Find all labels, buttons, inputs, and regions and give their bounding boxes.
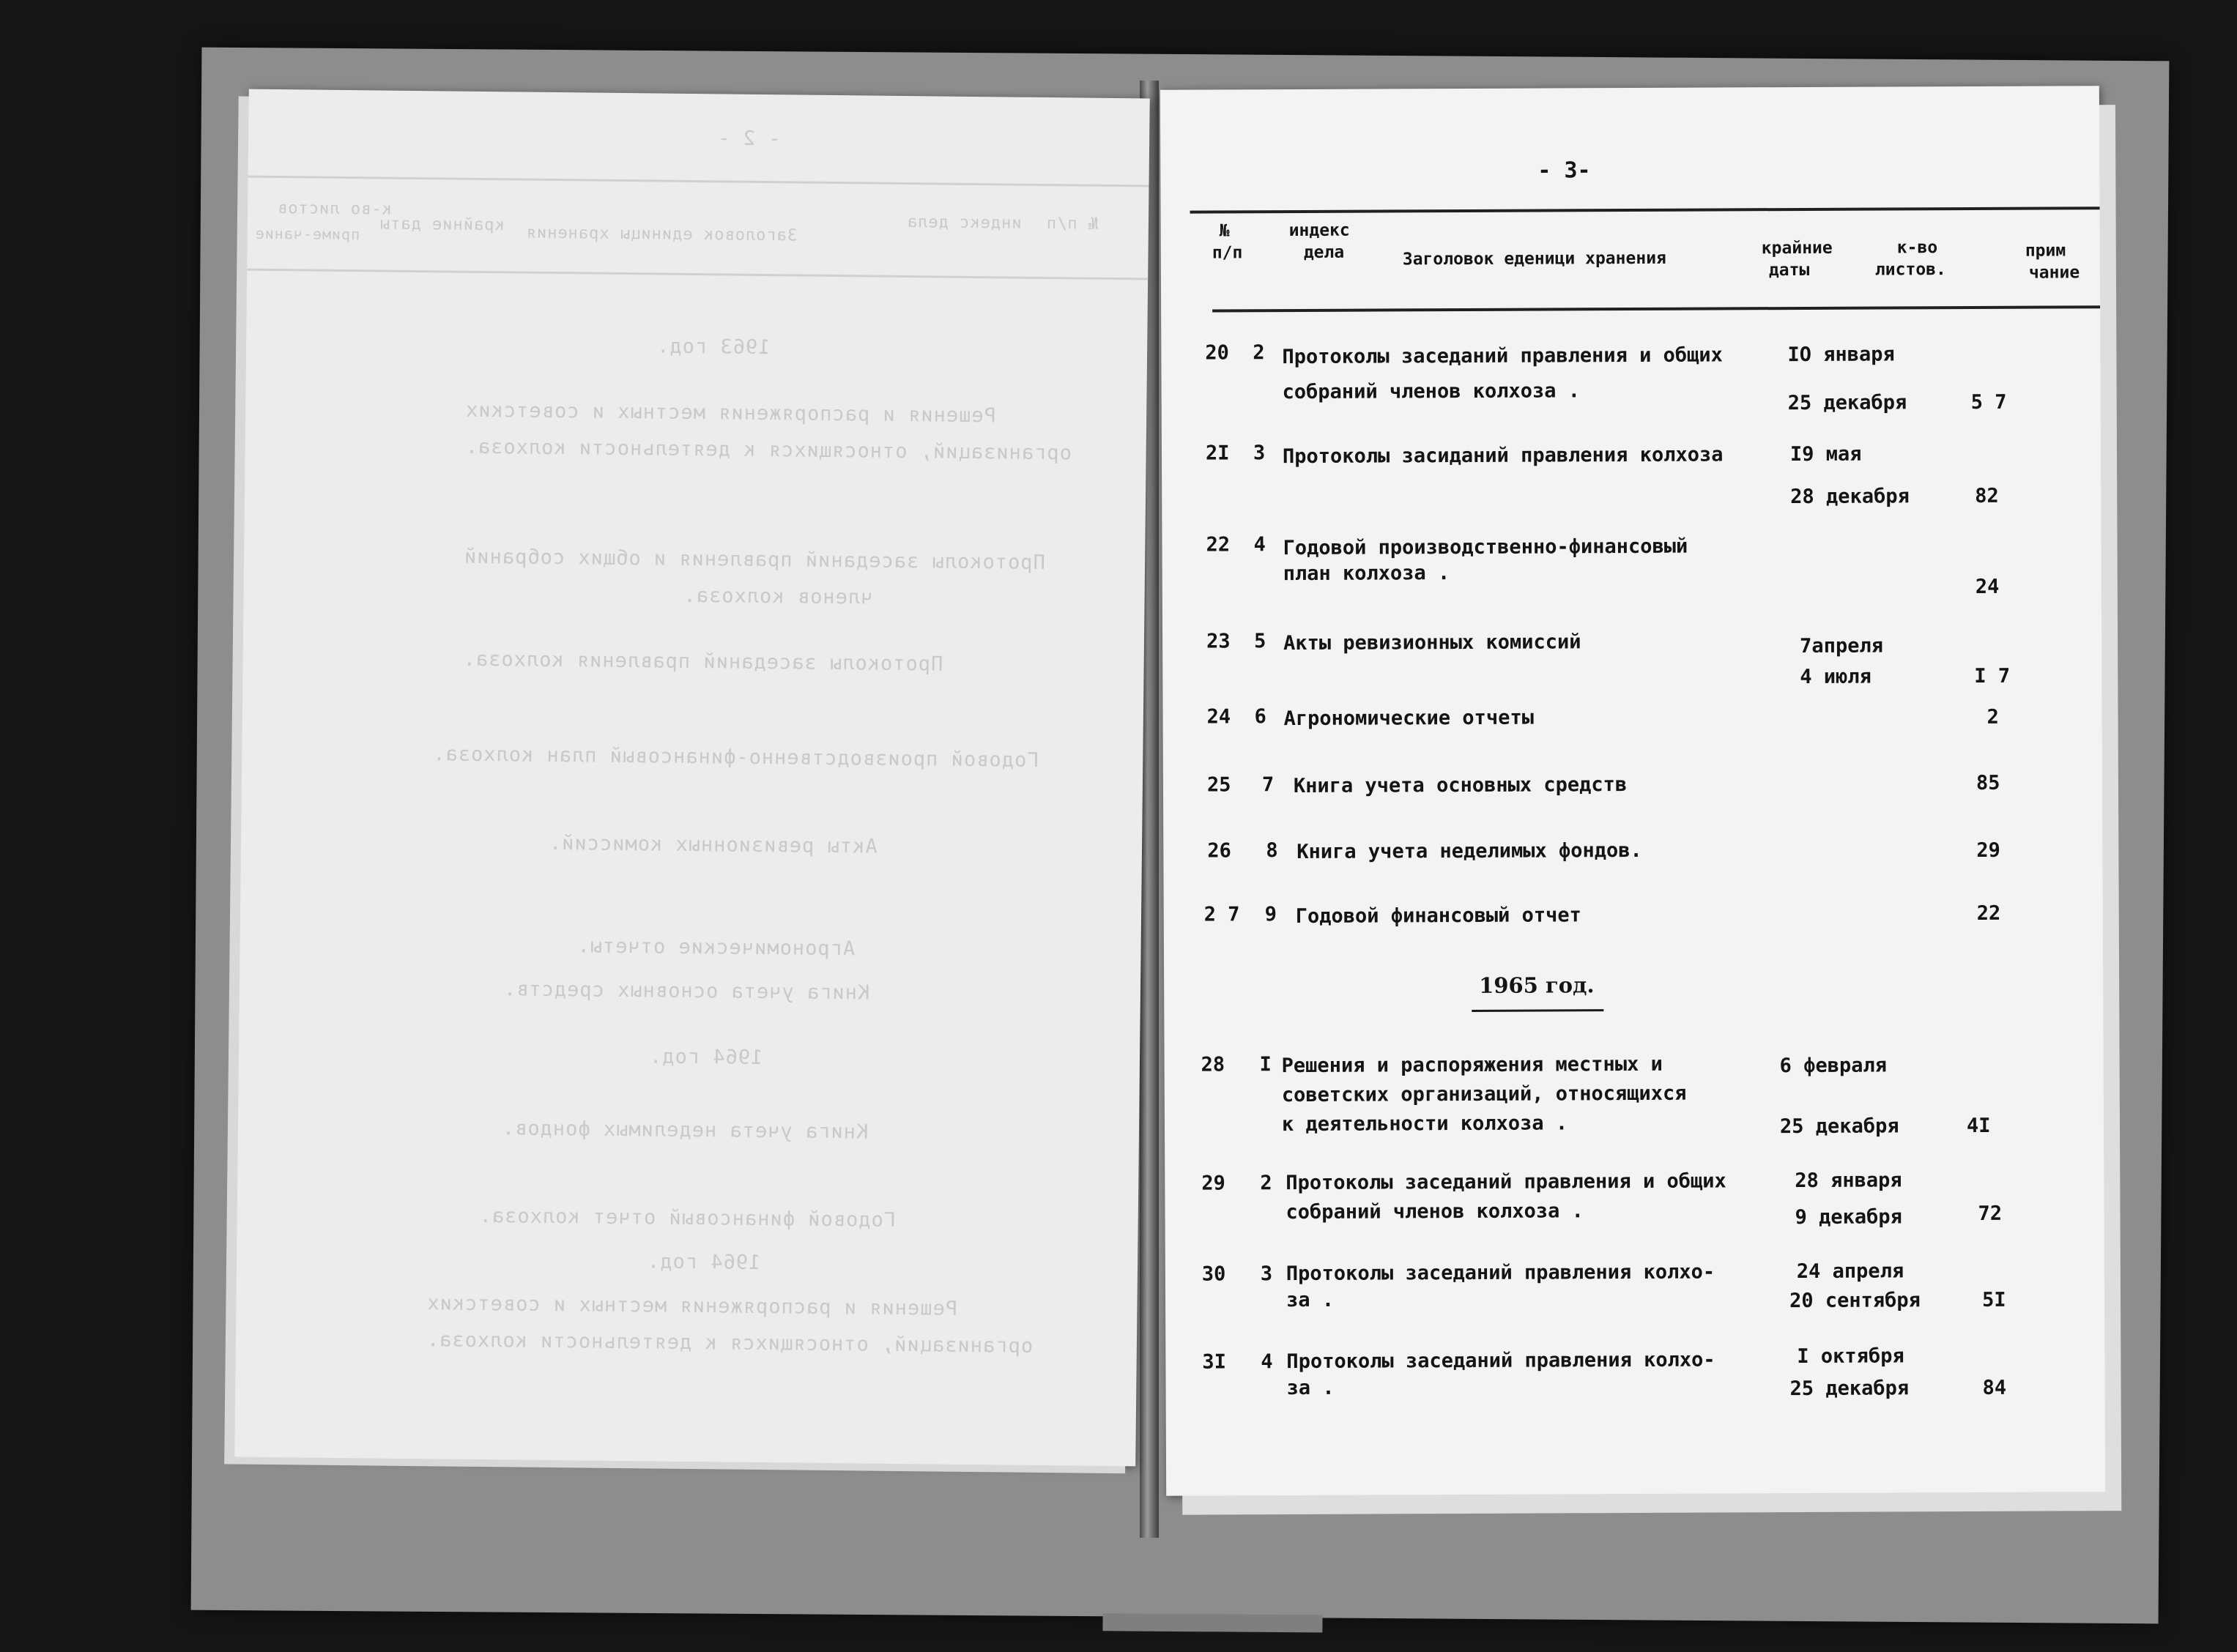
row-num: 20 (1205, 341, 1229, 365)
row-index: 4 (1261, 1350, 1273, 1374)
ghost-col-note: приме-чание (254, 224, 360, 244)
header-dates-bottom: даты (1768, 260, 1810, 280)
ghost-line: 1963 год. (656, 335, 771, 360)
row-index: 9 (1264, 903, 1277, 926)
row-num: 2 7 (1203, 903, 1240, 926)
row-sheets: 84 (1982, 1376, 2007, 1399)
row-title-line: Решения и распоряжения местных и (1281, 1052, 1663, 1078)
header-index-bottom: дела (1303, 242, 1345, 262)
header-note-bottom: чание (2028, 263, 2080, 283)
row-num: 3I (1202, 1350, 1226, 1374)
ghost-line: Протоколы заседаний правления колхоза. (462, 647, 943, 676)
row-date-end: 25 декабря (1787, 391, 1907, 415)
row-index: I (1259, 1053, 1272, 1076)
row-sheets: 22 (1976, 901, 2001, 925)
ghost-line: Годовой производственно-финансовый план колхоза. (432, 743, 1039, 772)
ghost-line: Протоколы заседаний правления и общих собраний (463, 545, 1046, 575)
ghost-line: Решения и распоряжения местных и советских (426, 1292, 958, 1320)
row-title-line: Акты ревизионных комиссий (1283, 630, 1581, 655)
row-index: 4 (1253, 533, 1266, 557)
ghost-line: Акты ревизионных комиссий. (548, 831, 878, 858)
row-date-end: 4 июля (1800, 665, 1871, 689)
row-sheets: 29 (1976, 838, 2000, 862)
ghost-line: членов колхоза. (683, 584, 873, 609)
right-page (1160, 86, 2105, 1496)
row-sheets: 82 (1975, 484, 1999, 507)
ghost-line: Решения и распоряжения местных и советских (465, 398, 997, 428)
row-date-end: 20 сентября (1789, 1289, 1921, 1313)
ghost-line: Годовой финансовый отчет колхоза. (478, 1204, 897, 1232)
row-num: 29 (1201, 1172, 1225, 1195)
ghost-line: Книга учета основных средств. (502, 978, 870, 1005)
row-num: 2I (1205, 442, 1230, 465)
row-sheets: 4I (1966, 1114, 1991, 1138)
row-title-line: Протоколы заседаний правления и общих (1282, 343, 1723, 369)
ghost-header-rule-2 (247, 269, 1148, 280)
ghost-line: Книга учета неделимых фондов. (501, 1117, 869, 1144)
row-title-line: Книга учета основных средств (1293, 773, 1628, 798)
header-index-top: индекс (1288, 220, 1350, 241)
row-index: 2 (1260, 1172, 1272, 1195)
row-title-line: план колхоза . (1283, 562, 1450, 586)
row-title-line: советских организаций, относящихся (1281, 1082, 1687, 1107)
row-title-line: собраний членов колхоза . (1282, 379, 1581, 404)
row-sheets: 24 (1975, 575, 2000, 598)
row-sheets: 72 (1978, 1202, 2003, 1225)
row-title-line: за . (1286, 1376, 1335, 1400)
row-date-start: IO января (1787, 343, 1895, 367)
ghost-header-rule (248, 176, 1149, 187)
row-title-line: Годовой финансовый отчет (1295, 904, 1581, 929)
header-num-top: № (1219, 221, 1230, 241)
row-index: 3 (1260, 1262, 1273, 1286)
header-title: Заголовок еденици хранения (1402, 248, 1666, 269)
row-sheets: I 7 (1974, 664, 2011, 688)
row-index: 2 (1253, 341, 1265, 365)
row-title-line: за . (1286, 1288, 1335, 1312)
row-sheets: 85 (1976, 771, 2000, 795)
row-index: 3 (1253, 442, 1266, 465)
row-sheets: 2 (1986, 705, 1999, 729)
row-title-line: к деятельности колхоза . (1281, 1112, 1568, 1136)
row-index: 6 (1254, 705, 1266, 729)
ghost-line: Агрономические отчеты. (576, 934, 856, 961)
header-dates-top: крайние (1761, 238, 1833, 258)
ghost-line: организаций, относящихся к деятельности колхоза. (426, 1328, 1034, 1358)
ghost-line: организаций, относящихся к деятельности колхоза. (464, 435, 1072, 465)
row-title-line: Протоколы заседаний правления колхо- (1286, 1260, 1715, 1286)
row-title-line: Агрономические отчеты (1283, 706, 1535, 731)
left-page (234, 89, 1149, 1467)
header-top-rule (1190, 206, 2100, 213)
row-date-start: 28 января (1795, 1169, 1902, 1193)
row-title-line: собраний членов колхоза . (1286, 1199, 1584, 1224)
header-num-bottom: п/п (1212, 243, 1243, 263)
inventory-sheet (1160, 86, 2105, 1496)
folder-tab (1102, 1613, 1322, 1632)
ghost-col-index: индекс дела (906, 213, 1022, 233)
row-date-start: I октября (1797, 1344, 1904, 1369)
header-sheets-bottom: листов. (1874, 260, 1946, 280)
header-bottom-rule (1212, 305, 2100, 312)
row-index: 7 (1261, 773, 1275, 797)
year-underline (1472, 1009, 1603, 1012)
ghost-col-dates: крайние даты (379, 215, 505, 235)
row-date-start: I9 мая (1789, 442, 1862, 466)
row-num: 25 (1206, 773, 1231, 797)
row-date-start: 7апреля (1800, 634, 1884, 658)
year-heading: 1965 год. (1479, 972, 1595, 998)
ghost-line: 1964 год. (646, 1250, 761, 1275)
row-num: 28 (1201, 1053, 1225, 1076)
row-index: 5 (1254, 630, 1266, 653)
ghost-line: 1964 год. (648, 1045, 763, 1070)
row-num: 22 (1206, 533, 1231, 557)
ghost-page-number: - 2 - (716, 127, 781, 151)
row-title-line: Протоколы заседаний правления и общих (1286, 1169, 1726, 1195)
header-sheets-top: к-во (1896, 238, 1938, 258)
row-date-start: 6 февраля (1779, 1054, 1888, 1078)
row-date-end: 25 декабря (1789, 1377, 1910, 1401)
row-title-line: Книга учета неделимых фондов. (1296, 838, 1642, 864)
row-num: 24 (1206, 705, 1231, 729)
row-title-line: Годовой производственно-финансовый (1283, 535, 1688, 560)
ghost-col-title: Заголовок единицы хранения (525, 223, 798, 245)
ghost-col-sheets: к-во листов (276, 199, 392, 219)
row-title-line: Протоколы заседаний правления колхо- (1286, 1348, 1715, 1374)
row-num: 23 (1206, 630, 1231, 653)
row-date-end: 28 декабря (1790, 485, 1910, 509)
row-num: 30 (1201, 1262, 1226, 1286)
row-sheets: 5 7 (1970, 390, 2007, 414)
row-sheets: 5I (1981, 1288, 2006, 1311)
header-note-top: прим (2025, 241, 2066, 261)
row-title-line: Протоколы засиданий правления колхоза (1282, 443, 1724, 469)
page-number: - 3- (1537, 157, 1591, 184)
row-date-start: 24 апреля (1796, 1260, 1904, 1284)
row-index: 8 (1266, 839, 1278, 863)
ghost-col-num: № п/п (1045, 215, 1099, 234)
row-date-end: 9 декабря (1795, 1205, 1902, 1229)
row-num: 26 (1207, 839, 1231, 863)
row-date-end: 25 декабря (1779, 1115, 1899, 1139)
